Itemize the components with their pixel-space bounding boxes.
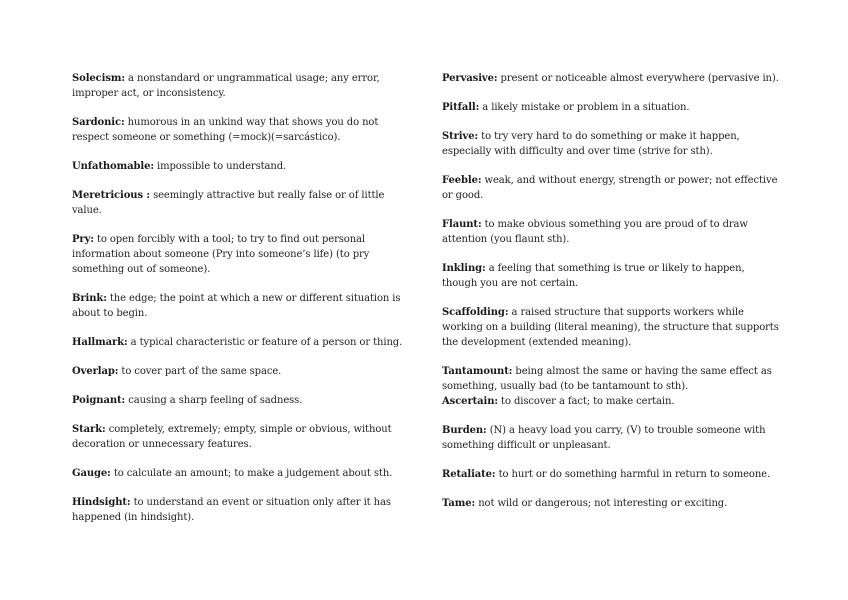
glossary-entry — [72, 188, 408, 218]
entry-term: Brink: — [72, 293, 107, 304]
entry-definition: a raised structure that supports workers while working on a building (literal meaning), the structure that supports the development (extended meaning). — [442, 307, 779, 348]
entry-definition: (N) a heavy load you carry, (V) to trouble someone with something difficult or unpleasant. — [442, 425, 766, 451]
entry-definition: completely, extremely; empty, simple or obvious, without decoration or unnecessary features. — [72, 424, 392, 450]
entry-definition: being almost the same or having the same effect as something, usually bad (to be tantamount to sth). — [442, 366, 772, 392]
entry-definition: a nonstandard or ungrammatical usage; any error, improper act, or inconsistency. — [72, 73, 380, 99]
glossary-entry — [72, 71, 408, 101]
entry-definition: a typical characteristic or feature of a person or thing. — [127, 337, 403, 348]
glossary-entry — [72, 115, 408, 145]
glossary-entry — [442, 305, 782, 350]
entry-term: Tantamount: — [442, 366, 513, 377]
glossary-entry — [72, 335, 408, 350]
entry-definition: causing a sharp feeling of sadness. — [125, 395, 303, 406]
entry-term: Burden: — [442, 425, 487, 436]
entry-definition: to open forcibly with a tool; to try to find out personal information about someone (Pry into someone’s life) (to pry something out of someone). — [72, 234, 370, 275]
entry-term: Hallmark: — [72, 337, 128, 348]
glossary-entry — [442, 364, 782, 394]
entry-term: Ascertain: — [442, 396, 498, 407]
entry-definition: to calculate an amount; to make a judgement about sth. — [110, 468, 393, 479]
glossary-entry — [442, 217, 782, 247]
entry-term: Poignant: — [72, 395, 126, 406]
entry-definition: weak, and without energy, strength or power; not effective or good. — [442, 175, 778, 201]
entry-term: Pitfall: — [442, 102, 480, 113]
entry-definition: a feeling that something is true or likely to happen, though you are not certain. — [442, 263, 745, 289]
entry-definition: to understand an event or situation only after it has happened (in hindsight). — [72, 497, 391, 523]
entry-term: Feeble: — [442, 175, 482, 186]
glossary-entry — [442, 423, 782, 453]
glossary-entry — [72, 422, 408, 452]
glossary-entry — [442, 467, 782, 482]
entry-term: Inkling: — [442, 263, 486, 274]
entry-definition: present or noticeable almost everywhere (pervasive in). — [497, 73, 779, 84]
entry-term: Overlap: — [72, 366, 119, 377]
entry-definition: a likely mistake or problem in a situation. — [479, 102, 690, 113]
entry-term: Sardonic: — [72, 117, 125, 128]
entry-definition: seemingly attractive but really false or of little value. — [72, 190, 385, 216]
glossary-entry — [72, 159, 408, 174]
glossary-entry — [442, 394, 782, 409]
entry-definition: to cover part of the same space. — [118, 366, 282, 377]
entry-term: Solecism: — [72, 73, 125, 84]
entry-term: Pry: — [72, 234, 94, 245]
entry-term: Meretricious : — [72, 190, 150, 201]
entry-definition: the edge; the point at which a new or different situation is about to begin. — [72, 293, 401, 319]
glossary-entry — [442, 173, 782, 203]
entry-definition: to discover a fact; to make certain. — [497, 396, 675, 407]
entry-term: Tame: — [442, 498, 476, 509]
glossary-entry — [72, 364, 408, 379]
glossary-entry — [442, 261, 782, 291]
glossary-entry — [442, 496, 782, 511]
entry-definition: impossible to understand. — [153, 161, 287, 172]
entry-definition: to make obvious something you are proud of to draw attention (you flaunt sth). — [442, 219, 748, 245]
glossary-entry — [442, 100, 782, 115]
glossary-entry — [72, 232, 408, 277]
entry-definition: not wild or dangerous; not interesting or exciting. — [475, 498, 728, 509]
entry-term: Stark: — [72, 424, 106, 435]
entry-term: Pervasive: — [442, 73, 498, 84]
right-column — [442, 71, 782, 525]
entry-term: Retaliate: — [442, 469, 496, 480]
entry-definition: to try very hard to do something or make it happen, especially with difficulty and over time (strive for sth). — [442, 131, 740, 157]
entry-term: Flaunt: — [442, 219, 482, 230]
entry-term: Hindsight: — [72, 497, 131, 508]
glossary-entry — [442, 71, 782, 86]
entry-definition: humorous in an unkind way that shows you do not respect someone or something (=mock)(=sarcástico). — [72, 117, 379, 143]
left-column — [72, 71, 408, 539]
entry-term: Scaffolding: — [442, 307, 509, 318]
glossary-entry — [72, 393, 408, 408]
glossary-entry — [72, 291, 408, 321]
entry-definition: to hurt or do something harmful in return to someone. — [495, 469, 771, 480]
entry-term: Unfathomable: — [72, 161, 154, 172]
entry-term: Strive: — [442, 131, 479, 142]
glossary-entry — [442, 129, 782, 159]
entry-term: Gauge: — [72, 468, 111, 479]
glossary-entry — [72, 495, 408, 525]
glossary-entry — [72, 466, 408, 481]
